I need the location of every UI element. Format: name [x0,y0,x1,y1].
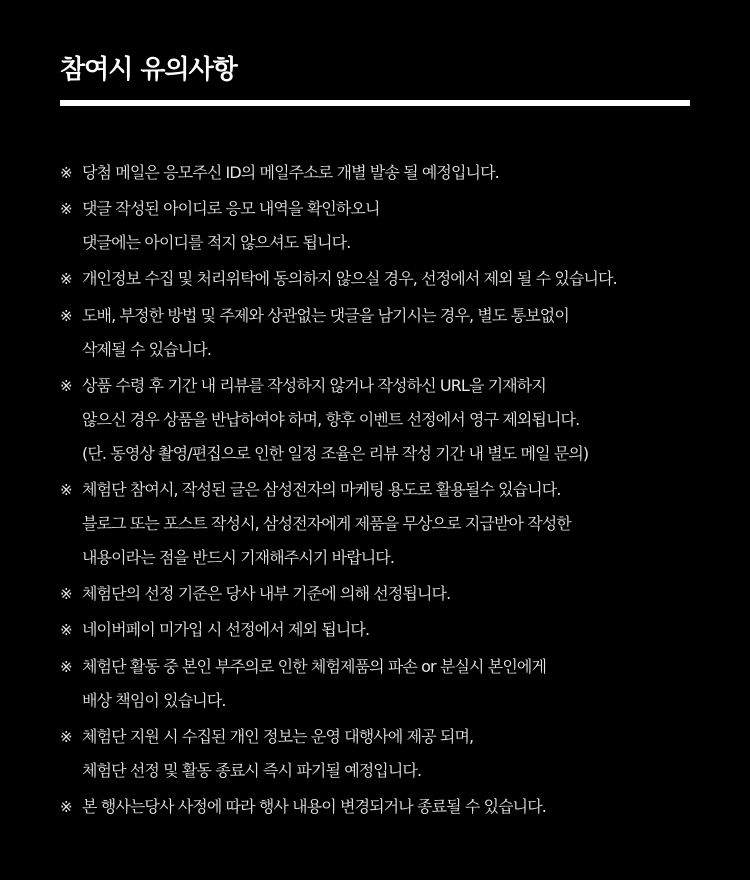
reference-mark: ※ [60,164,73,182]
notice-text [82,156,742,190]
reference-mark: ※ [60,621,73,640]
notice-line: 당첨 메일은 응모주신 ID의 메일주소로 개별 발송 될 예정입니다. [82,163,499,182]
notice-line: 체험단 활동 중 본인 부주의로 인한 체험제품의 파손 or 분실시 본인에게 [82,656,546,676]
notice-item [0,650,750,718]
title-divider [60,100,690,106]
notice-text [82,473,742,575]
notice-text [82,369,742,471]
notice-line: 않으신 경우 상품을 반납하여야 하며, 향후 이벤트 선정에서 영구 제외됩니다. [82,409,580,429]
notice-item [0,156,750,190]
notice-line: 도배, 부정한 방법 및 주제와 상관없는 댓글을 남기시는 경우, 별도 통보없이 [82,305,569,325]
reference-mark: ※ [60,727,73,746]
notice-text [82,650,742,718]
page-title: 참여시 유의사항 [60,55,237,85]
notice-line: 블로그 또는 포스트 작성시, 삼성전자에게 제품을 무상으로 지급받아 작성한 [82,514,571,533]
reference-mark: ※ [60,376,73,395]
notice-text [82,577,742,611]
reference-mark: ※ [60,798,73,816]
reference-mark: ※ [60,270,73,289]
notice-line: 체험단 선정 및 활동 종료시 즉시 파기될 예정입니다. [82,760,422,780]
reference-mark: ※ [60,657,73,676]
reference-mark: ※ [60,481,73,499]
notice-item [0,262,750,296]
notice-line: 배상 책임이 있습니다. [82,690,226,710]
notice-line: 삭제될 수 있습니다. [82,339,212,359]
notice-text [82,790,742,824]
notice-line: 체험단의 선정 기준은 당사 내부 기준에 의해 선정됩니다. [82,584,451,604]
notice-text [82,262,742,296]
notice-line: 체험단 참여시, 작성된 글은 삼성전자의 마케팅 용도로 활용될수 있습니다. [82,480,561,499]
notice-item [0,720,750,788]
notice-line: 개인정보 수집 및 처리위탁에 동의하지 않으실 경우, 선정에서 제외 될 수 있습니다. [82,269,617,289]
notice-line: 본 행사는당사 사정에 따라 행사 내용이 변경되거나 종료될 수 있습니다. [82,797,546,816]
notice-text [82,720,742,788]
notice-item [0,790,750,824]
reference-mark: ※ [60,200,73,219]
notice-line: 네이버페이 미가입 시 선정에서 제외 됩니다. [82,620,370,640]
notice-text [82,299,742,367]
notice-text [82,192,742,260]
notice-line: 댓글 작성된 아이디로 응모 내역을 확인하오니 [82,199,380,219]
notice-item [0,473,750,575]
notice-item [0,369,750,471]
notice-line: (단. 동영상 촬영/편집으로 인한 일정 조율은 리뷰 작성 기간 내 별도 메일 문의) [82,443,589,463]
notice-line: 상품 수령 후 기간 내 리뷰를 작성하지 않거나 작성하신 URL을 기재하지 [82,375,546,395]
notice-item [0,192,750,260]
reference-mark: ※ [60,585,73,604]
notice-item [0,577,750,611]
notice-text [82,613,742,647]
notice-line: 체험단 지원 시 수집된 개인 정보는 운영 대행사에 제공 되며, [82,726,474,746]
notice-line: 내용이라는 점을 반드시 기재해주시기 바랍니다. [82,548,395,567]
notice-item [0,299,750,367]
reference-mark: ※ [60,306,73,325]
notice-item [0,613,750,647]
notice-line: 댓글에는 아이디를 적지 않으셔도 됩니다. [82,233,351,253]
